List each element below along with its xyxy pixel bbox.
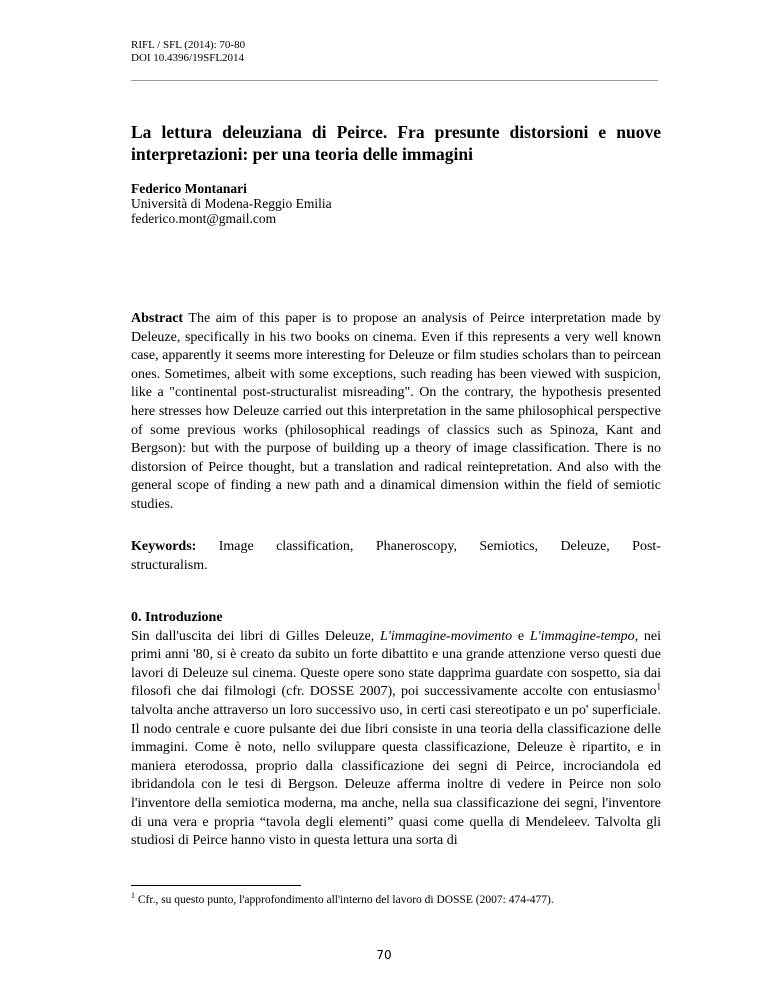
footnote [131, 893, 661, 907]
abstract-text: The aim of this paper is to propose an analysis of Peirce interpretation made by Deleuze, specifically in his two books on cinema. Even if this represents a very well known case, apparently it seems more interesting for Deleuze or film studies scholars than to peircean ones. Sometimes, albeit with some exceptions, such reading has been viewed with suspicion, like a "continental post-structuralist misreading". On the contrary, the hypothesis presented here stresses how Deleuze carried out this interpretation in the same philosophical perspective of some previous works (philosophical readings of classics such as Spinoza, Kant and Bergson): but with the purpose of building up a theory of image classification. There is no distorsion of Peirce thought, but a translation and radical reintepretation. And also with the general scope of finding a new path and a dinamical dimension within the field of semiotic studies. [131, 311, 661, 512]
abstract [131, 310, 661, 515]
keywords [131, 538, 661, 575]
section-introduzione [131, 609, 661, 851]
body-text-part: , nei primi anni '80, si è creato da subito un forte dibattito e una grande attenzione verso questi due lavori di Deleuze sul cinema. Queste opere sono state dapprima guardate con sospetto, sia dai filosofi che dai filmologi (cfr. DOSSE 2007), poi successivamente accolte con entusiasmo [131, 628, 662, 700]
author-name: Federico Montanari [131, 181, 247, 196]
paper-title: La lettura deleuziana di Peirce. Fra presunte distorsioni e nuove interpretazioni: per una teoria delle immagini [131, 122, 661, 164]
author-affiliation: Università di Modena-Reggio Emilia [131, 196, 332, 211]
journal-doi: DOI 10.4396/19SFL2014 [131, 52, 245, 64]
footnote-number: 1 [131, 891, 135, 901]
book-title: L'immagine-movimento [380, 628, 513, 644]
journal-header [131, 39, 661, 65]
author-email: federico.mont@gmail.com [131, 211, 277, 226]
keyword: Image [218, 539, 254, 554]
footnote-divider [131, 885, 301, 886]
footnote-reference[interactable]: 1 [656, 681, 661, 692]
body-text-part: talvolta anche attraverso un loro successivo uso, in certi casi stereotipato e un po' superficiale. Il nodo centrale e cuore pulsante dei due libri consiste in una teoria della classificazione delle immagini. Come è noto, nello sviluppare questa classificazione, Deleuze è ripartito, e in maniera eterodossa, proprio dalla classificazione dei segni di Peirce, incrociandola ed ibridandola con le tesi di Bergson. Deleuze afferma inoltre di vedere in Peirce non solo l'inventore della semiotica moderna, ma anche, nella sua classificazione dei segni, l'inventore di una vera e propria “tavola degli elementi” quasi come quella di Mendeleev. Talvolta gli studiosi di Peirce hanno visto in questa lettura una sorta di [131, 702, 661, 849]
keyword: classification, [276, 539, 354, 554]
keywords-line [131, 538, 661, 557]
section-heading: 0. Introduzione [131, 610, 223, 625]
keyword: Phaneroscopy, [375, 539, 457, 554]
abstract-label: Abstract [131, 311, 184, 326]
body-text-part: Sin dall'uscita dei libri di Gilles Deleuze, [131, 628, 381, 644]
keyword: Post- [632, 539, 661, 554]
keywords-label: Keywords: [131, 539, 197, 554]
book-title: L'immagine-tempo [529, 628, 635, 644]
header-divider [131, 80, 658, 81]
keywords-continuation: structuralism. [131, 557, 208, 573]
body-paragraph [131, 628, 661, 851]
body-text-part: e [512, 628, 530, 644]
keyword: Semiotics, [479, 539, 539, 554]
page-number: 70 [376, 948, 392, 962]
journal-citation: RIFL / SFL (2014): 70-80 [131, 39, 246, 51]
author-block [131, 181, 661, 226]
footnote-text: Cfr., su questo punto, l'approfondimento all'interno del lavoro di DOSSE (2007: 474-477). [135, 894, 554, 906]
keyword: Deleuze, [560, 539, 610, 554]
